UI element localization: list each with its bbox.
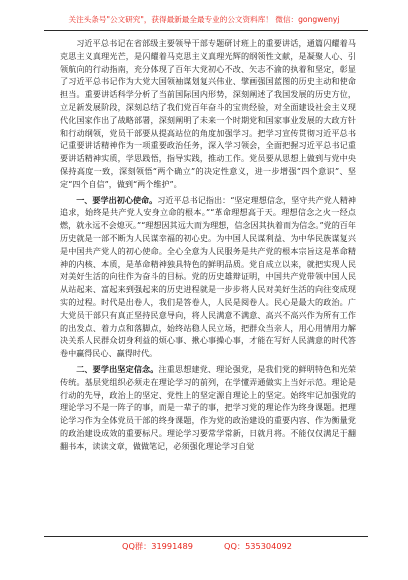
section-two-heading: 二、要学出坚定信念。: [76, 363, 159, 374]
qq-group-number: QQ群：31991489: [122, 541, 193, 551]
section-one-paragraph: [60, 194, 356, 360]
section-one-heading: 一、要学出初心使命。: [76, 194, 158, 205]
section-two-paragraph: [60, 363, 356, 453]
qq-number: QQ：535304092: [224, 541, 292, 551]
header-banner: 关注头条号"公文研究"，获得最新最全最专业的公文资料库！ 微信：gongwenyj: [68, 15, 340, 24]
document-body: [60, 37, 356, 453]
intro-paragraph: 习近平总书记在省部级主要领导干部专题研讨班上的重要讲话，通篇闪耀着马克思主义真理光芒，是闪耀着马克思主义真理光辉的纲领性文献，是凝聚人心、引领航向的行动指南，充分体现了百年大党初心不改、矢志不渝的执着和坚定，彰显了习近平总书记作为大党大国领袖谋划复兴伟业、擘画强国蓝图的历史主动和使命担当。重要讲话科学分析了当前国际国内形势，深刻阐述了我国发展的历史方位，立足新发展阶段，深刻总结了我们党百年奋斗的宝贵经验，对全面建设社会主义现代化国家作出了战略部署，深刻阐明了未来一个时期党和国家事业发展的大政方针和行动纲领，党员干部要从提高站位的角度加强学习。把学习宣传贯彻习近平总书记重要讲话精神作为一项重要政治任务，深入学习领会，全面把握习近平总书记重要讲话精神实质，学思践悟，指导实践，推动工作。党员要从思想上做到与党中央保持高度一致，深刻领悟“两个确立”的决定性意义，进一步增强“四个意识”、坚定“四个自信”，做到“两个维护”。: [60, 38, 356, 189]
header-rule: [44, 30, 368, 31]
footer-rule: [44, 536, 368, 537]
section-two-body: 注重思想建党、理论强党，是我们党的鲜明特色和光荣传统。基层党组织必须走在理论学习的前列，在学懂弄通做实上当好示范。理论是行动的先导，政治上的坚定、党性上的坚定源自理论上的坚定。始终牢记加强党的理论学习不是一阵子的事，而是一辈子的事，把学习党的理论作为终身课题。把理论学习作为全体党员干部的终身课题，作为党的政治建设的重要内容、作为衡量党的政治建设成效的重要标尺。理论学习要常学常新，日就月将。不能仅仅满足于翻翻书本，读读文章，做做笔记，必须强化理论学习自觉: [60, 363, 356, 451]
section-one-body: 习近平总书记指出：“坚定理想信念，坚守共产党人精神追求，始终是共产党人安身立命的根本。”“革命理想高于天。理想信念之火一经点燃，就永远不会熄灭。”“理想因其远大而为理想，信念因其执着而为信念。”党的百年历史就是一部不断为人民谋幸福的初心史。为中国人民谋利益、为中华民族谋复兴是中国共产党人的初心使命。全心全意为人民服务是共产党的根本宗旨这是革命精神的内核、本质，是革命精神独具特色的鲜明品质。党自成立以来，就把实现人民对美好生活的向往作为奋斗的目标。党的历史雄辩证明，中国共产党带领中国人民从站起来、富起来到强起来的历史进程就是一步步将人民对美好生活的向往变成现实的过程。时代是出卷人，我们是答卷人，人民是阅卷人。民心是最大的政治。广大党员干部只有真正坚持民意导向，将人民满意不满意、高兴不高兴作为所有工作的出发点、着力点和落脚点，始终站稳人民立场，把群众当亲人，用心用情用力解决关系人民群众切身利益的烦心事、揪心事操心事，才能在写好人民满意的时代答卷中赢得民心、赢得时代。: [60, 194, 356, 359]
